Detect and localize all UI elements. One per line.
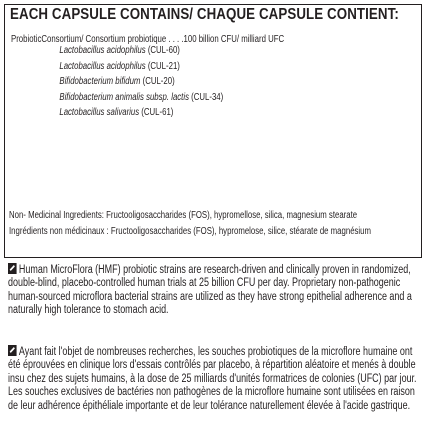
description-fr [8, 345, 423, 413]
strain-name: Lactobacillus salivarius [59, 107, 140, 118]
ingredients-en: Non- Medicinal Ingredients: Fructooligosaccharides (FOS), hypromellose, silica, magnesium stearate [9, 210, 358, 221]
description-fr-text: Ayant fait l'objet de nombreuses recherches, les souches probiotiques de la microflore humaine ont été éprouvées en clinique lors d'essais contrôlés par placebo, à répartition aléatoire et menés à double insu chez des sujets humains, à la dose de 25 milliards d'unités formatrices de colonies (UFC) par jour. Les souches exclusives de bactéries non pathogènes de la microflore humaine sont utilisées en raison de leur adhérence épithéliale importante et de leur tolérance naturellement élevée à l'acide gastrique. [8, 346, 417, 412]
strain-item [59, 45, 284, 57]
strain-item [59, 92, 284, 104]
strain-code: (CUL-61) [141, 107, 174, 118]
ingredients-fr: Ingrédients non médicinaux : Fructooligosaccharides (FOS), hypromelose, silice, stéarate de magnésium [9, 225, 372, 237]
strain-item [59, 107, 284, 119]
description-en [8, 263, 423, 318]
probiotic-consortium-line: ProbioticConsortium/ Consortium probiotique . . . .100 billion CFU/ milliard UFC [11, 33, 285, 45]
strain-code: (CUL-60) [147, 45, 180, 56]
strain-code: (CUL-21) [147, 60, 180, 72]
strain-name: Bifidobacterium animalis subsp. lactis [59, 91, 189, 103]
strain-code: (CUL-34) [191, 91, 224, 103]
strain-item [59, 76, 284, 88]
strain-name: Bifidobacterium bifidum [59, 76, 141, 87]
checkbox-bullet-icon [8, 345, 17, 356]
strain-code: (CUL-20) [142, 76, 175, 87]
contents-heading: EACH CAPSULE CONTAINS/ CHAQUE CAPSULE CONTIENT: [10, 6, 399, 23]
strain-list [11, 22, 284, 119]
checkbox-bullet-icon [8, 263, 17, 274]
strain-name: Lactobacillus acidophilus [59, 45, 146, 56]
non-medicinal-ingredients [9, 210, 415, 241]
strain-item [59, 61, 284, 73]
description-en-text: Human MicroFlora (HMF) probiotic strains are research-driven and clinically proven in randomized, double-blind, placebo-controlled human trials at 25 billion CFU per day. Proprietary non-pathogenic human-sourced microflora bacterial strains are utilized as they have strong epithelial adherence and a naturally high tolerance to stomach acid. [8, 264, 412, 317]
strain-name: Lactobacillus acidophilus [59, 60, 146, 72]
